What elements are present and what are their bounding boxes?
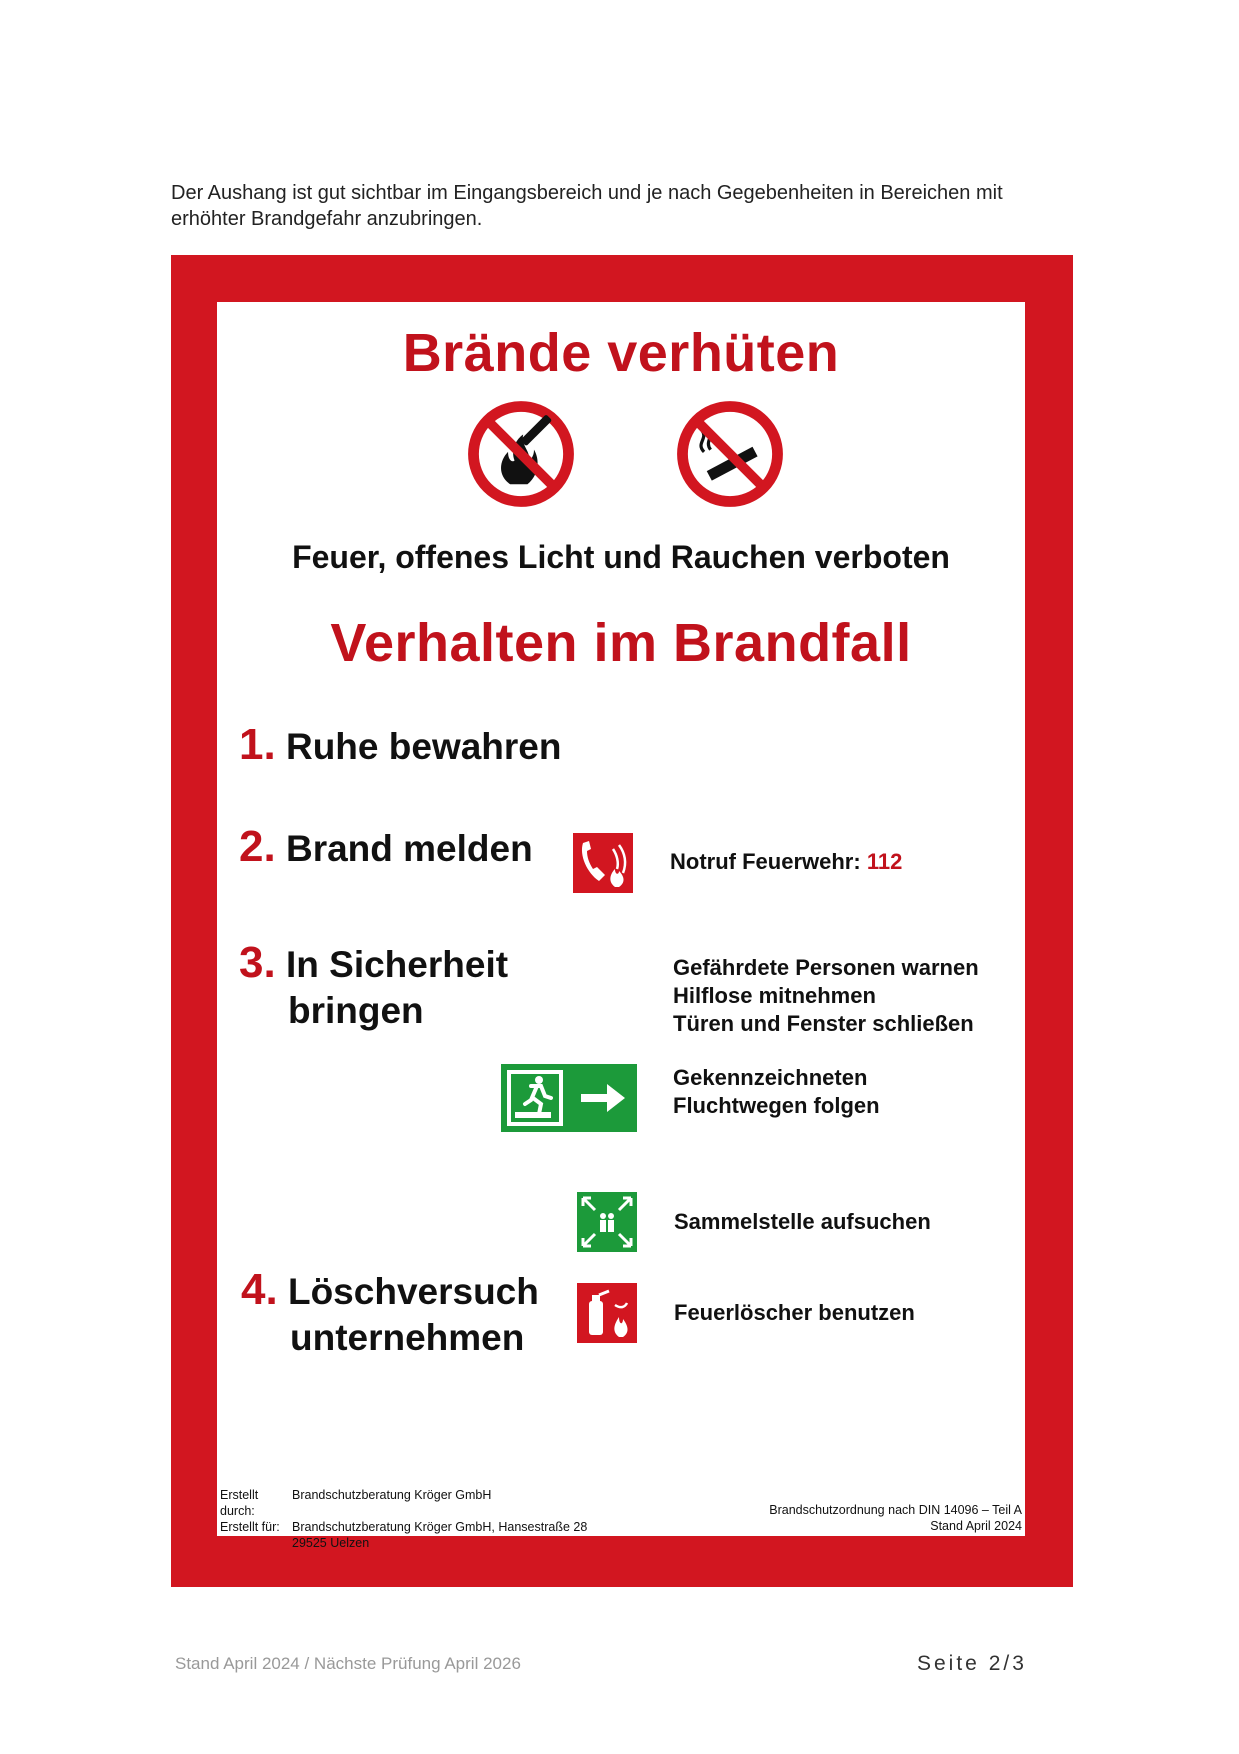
step-2-label: Brand melden <box>285 828 533 869</box>
step-4 <box>241 1267 539 1361</box>
step-2 <box>239 824 533 872</box>
title-prevent-fires: Brände verhüten <box>402 323 840 383</box>
step-4-number: 4. <box>241 1265 278 1314</box>
step-4-label-line2: unternehmen <box>290 1317 525 1358</box>
emergency-label: Notruf Feuerwehr: <box>670 849 861 874</box>
step-1 <box>239 722 561 770</box>
step-3-label-line1: In Sicherheit <box>285 944 509 985</box>
step-3-label-line2: bringen <box>288 990 424 1031</box>
fire-safety-poster <box>171 255 1073 1587</box>
escape-line: Gekennzeichneten <box>673 1065 868 1090</box>
safety-instructions <box>673 954 979 1038</box>
no-smoking-icon <box>676 400 784 508</box>
assembly-point-text: Sammelstelle aufsuchen <box>674 1209 931 1234</box>
address-line: 29525 Uelzen <box>292 1536 370 1550</box>
poster-footer-right <box>769 1502 1022 1534</box>
intro-text: Der Aushang ist gut sichtbar im Eingangsbereich und je nach Gegebenheiten in Bereichen mit erhöhter Brandgefahr anzubringen. <box>171 182 1003 230</box>
title-behaviour-in-fire: Verhalten im Brandfall <box>330 613 912 673</box>
step-1-number: 1. <box>239 720 276 769</box>
no-open-fire-icon <box>467 400 575 508</box>
page-number: Seite 2/3 <box>917 1652 1027 1675</box>
created-by-label: Erstellt durch: <box>220 1488 259 1518</box>
created-for-label: Erstellt für: <box>220 1520 280 1534</box>
escape-route-text <box>673 1064 880 1120</box>
extinguisher-text: Feuerlöscher benutzen <box>674 1300 915 1325</box>
step-4-label-line1: Löschversuch <box>287 1271 539 1312</box>
step-3-number: 3. <box>239 938 276 987</box>
escape-line: Fluchtwegen folgen <box>673 1093 880 1118</box>
step-1-label: Ruhe bewahren <box>285 726 562 767</box>
poster-footer-left <box>220 1487 587 1551</box>
emergency-exit-icon <box>501 1064 637 1132</box>
din-reference: Brandschutzordnung nach DIN 14096 – Teil A <box>769 1503 1022 1517</box>
step-3 <box>239 940 508 1034</box>
emergency-number: 112 <box>866 849 903 874</box>
safety-line: Gefährdete Personen warnen <box>673 955 979 980</box>
fire-extinguisher-icon <box>577 1283 637 1343</box>
created-by-value: Brandschutzberatung Kröger GmbH <box>292 1488 492 1502</box>
safety-line: Hilflose mitnehmen <box>673 983 876 1008</box>
safety-line: Türen und Fenster schließen <box>673 1011 974 1036</box>
prohibition-subtitle: Feuer, offenes Licht und Rauchen verboten <box>292 539 950 575</box>
assembly-point-icon <box>577 1192 637 1252</box>
poster-date: Stand April 2024 <box>930 1519 1022 1533</box>
page-footer-date: Stand April 2024 / Nächste Prüfung April 2026 <box>175 1654 521 1673</box>
fire-alarm-telephone-icon <box>573 833 633 893</box>
poster-content <box>217 302 1025 1550</box>
emergency-call-text <box>670 848 902 876</box>
created-for-value: Brandschutzberatung Kröger GmbH, Hansestraße 28 <box>292 1520 588 1534</box>
step-2-number: 2. <box>239 822 276 871</box>
